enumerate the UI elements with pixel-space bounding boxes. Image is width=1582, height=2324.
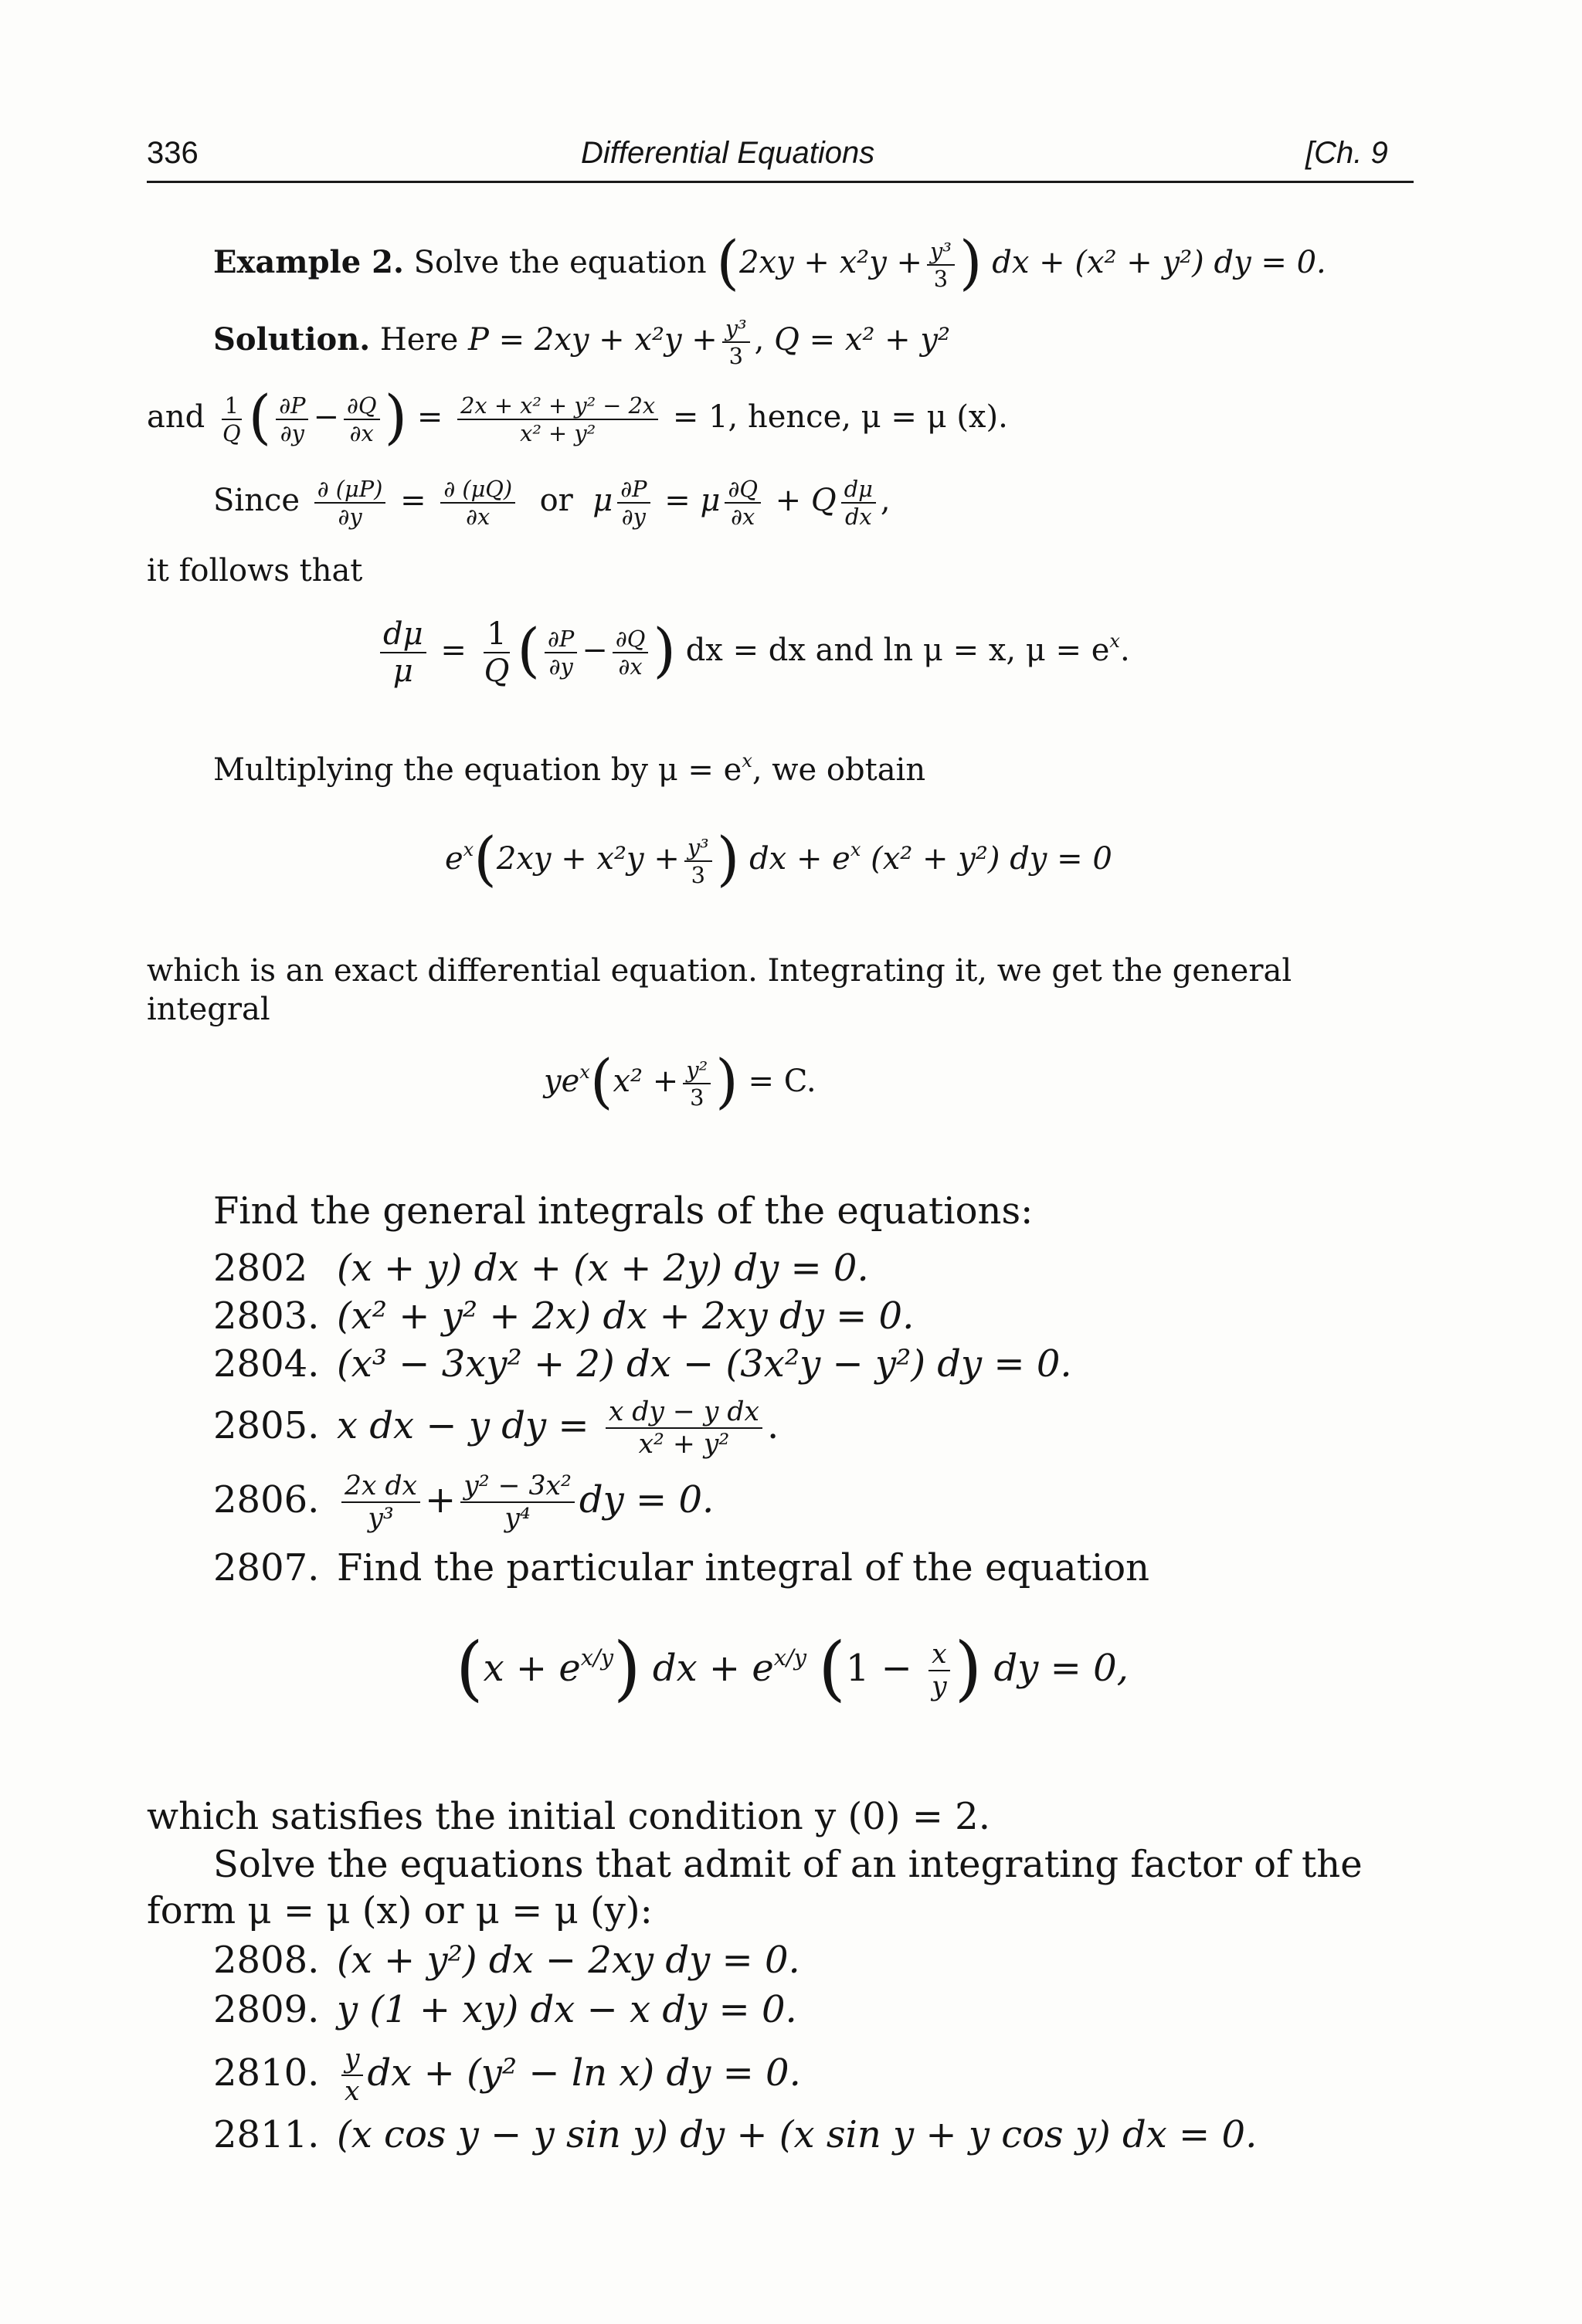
page-number: 336 xyxy=(147,136,199,170)
problem-2811: 2811. (x cos y − y sin y) dy + (x sin y + y cos y) dx = 0. xyxy=(213,2113,1258,2156)
problems-heading: Find the general integrals of the equations: xyxy=(213,1189,1034,1233)
problem-2810: 2810. $\frac{y}{x}$ dx + (y² − ln x) dy = 0. xyxy=(213,2044,801,2108)
initial-condition: which satisfies the initial condition y (0) = 2. xyxy=(147,1795,990,1838)
multiplying-line: Multiplying the equation by $\mu = e^x$, we obtain xyxy=(213,750,926,788)
problem-2808: 2808. (x + y²) dx − 2xy dy = 0. xyxy=(213,1939,800,1982)
follows-tail: dx = dx and ln μ = x, μ = e xyxy=(685,633,1110,668)
integrating-factor-text: Solve the equations that admit of an integrating factor of the form μ = μ (x) or μ = μ (y): xyxy=(147,1843,1363,1932)
problem-2804: 2804. (x³ − 3xy² + 2) dx − (3x²y − y²) dy = 0. xyxy=(213,1342,1072,1386)
chapter-label: [Ch. 9 xyxy=(1305,136,1388,170)
since-line: Since $\frac{\partial (\mu P)}{\partial y}$ = $\frac{\partial (\mu Q)}{\partial x}$ or μ $\frac{\partial P}{\partial y}$ = μ $\frac{\partial Q}{\partial x}$ + Q $\frac{d\mu}{dx}$ , xyxy=(213,476,891,531)
general-integral: $ye^x(x^2$ + $\frac{\text{y²}}{3}$ ) = C. xyxy=(544,1047,816,1116)
solution-line: Solution. Here P = 2xy + x²y + $\frac{\text{y³}}{3}$ , Q = x² + y² xyxy=(213,315,951,370)
example-title: Example 2. xyxy=(213,244,404,281)
exact-equation: $e^x(2xy + x^2y$ + $\frac{\text{y³}}{3}$ ) dx + $e^x$ (x² + y²) dy = 0 xyxy=(445,824,1112,894)
hence-text: = 1, hence, μ = μ (x). xyxy=(672,399,1008,436)
problem-2806: 2806. $\frac{\text{2x dx}}{\text{y³}}$ + $\frac{\text{y² − 3x²}}{\text{y⁴}}$ dy = 0. xyxy=(213,1471,715,1535)
header-rule xyxy=(147,181,1414,183)
example-statement xyxy=(213,228,1326,297)
condition-line: and $\frac{1}{Q}$ ( $\frac{\partial P}{\partial y}$ − $\frac{\partial Q}{\partial x}$ ) = $\frac{\text{2x + x² + y² − 2x}}{\text{x² + y²}}$ = 1, hence, μ = μ (x). xyxy=(147,382,1008,452)
follows-equation: $\frac{d\mu}{\mu}$ = $\frac{1}{Q}$ ( $\frac{\partial P}{\partial y}$ − $\frac{\partial Q}{\partial x}$ ) dx = dx and ln μ = x, $\mu = e^x$. xyxy=(375,618,1130,687)
it-follows: it follows that xyxy=(147,553,363,589)
running-title: Differential Equations xyxy=(581,136,875,170)
problem-2809: 2809. y (1 + xy) dx − x dy = 0. xyxy=(213,1988,797,2031)
since-word: Since xyxy=(213,483,300,519)
and-word: and xyxy=(147,399,205,436)
particular-equation: $(x + e^{x/y})$ dx + $e^{x/y}$ (1 − $\frac{x}{y}$ ) dy = 0, xyxy=(456,1626,1129,1709)
problem-2805: 2805. x dx − y dy = $\frac{\text{x dy − y dx}}{\text{x² + y²}}$ . xyxy=(213,1396,779,1461)
or-word: or xyxy=(539,483,573,519)
example-equation: (2xy + x²y + $\frac{\text{y³}}{3}$ ) dx + (x² + y²) dy = 0. xyxy=(716,228,1326,297)
problem-2803: 2803. (x² + y² + 2x) dx + 2xy dy = 0. xyxy=(213,1294,915,1338)
exact-text: which is an exact differential equation. Integrating it, we get the general integral xyxy=(147,953,1292,1027)
example-intro: Solve the equation xyxy=(413,245,707,281)
problem-2802: 2802 (x + y) dx + (x + 2y) dy = 0. xyxy=(213,1247,869,1290)
problem-2807: 2807. Find the particular integral of the equation xyxy=(213,1546,1150,1589)
